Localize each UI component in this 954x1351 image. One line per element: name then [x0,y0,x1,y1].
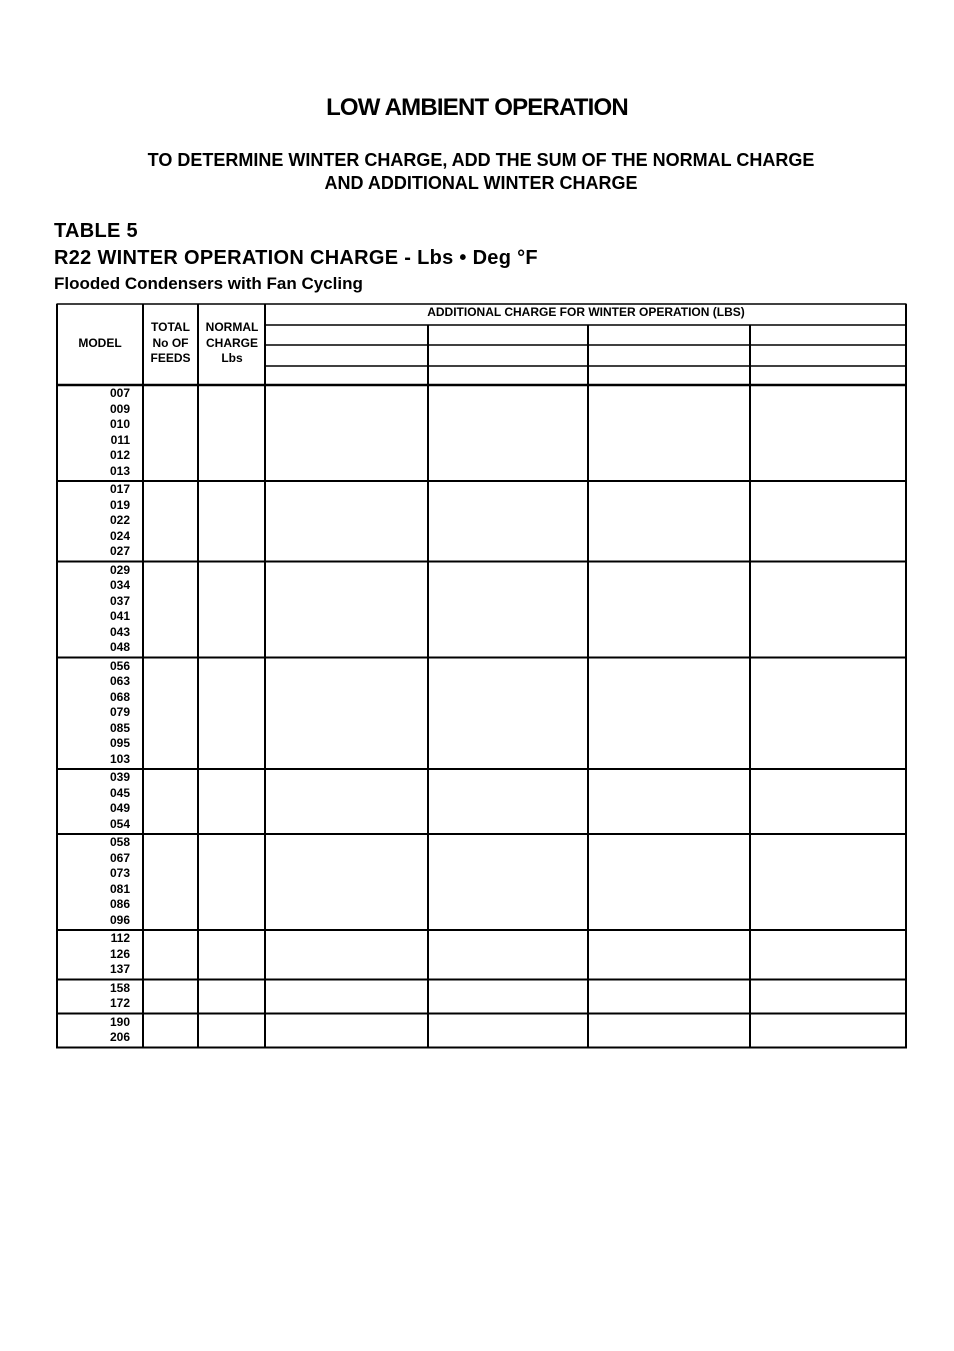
model-number: 012 [109,448,130,462]
model-number: 126 [109,946,130,961]
model-number: 011 [110,432,130,447]
model-number: 048 [109,640,130,654]
model-number: 029 [109,562,130,577]
model-number: 056 [109,658,130,673]
model-number: 007 [109,386,130,400]
model-number: 058 [109,835,130,849]
model-number: 045 [109,785,130,800]
model-number: 039 [109,770,130,784]
model-number: 027 [109,544,130,558]
model-number: 024 [109,528,130,543]
header-feeds-line-2: No OF [152,335,189,350]
table-description: Flooded Condensers with Fan Cycling [54,274,363,293]
model-number: 009 [109,401,130,416]
page-title: LOW AMBIENT OPERATION [326,94,628,121]
model-number: 068 [109,689,130,704]
header-additional-label: ADDITIONAL CHARGE FOR WINTER OPERATION (LBS) [427,305,745,319]
model-group [100,482,130,560]
header-additional-charge [266,305,906,321]
model-number: 079 [109,705,130,719]
model-number: 103 [109,751,130,766]
table-name: R22 WINTER OPERATION CHARGE - Lbs • Deg °F [54,247,538,269]
model-number: 096 [109,912,130,927]
model-number: 034 [109,578,130,592]
header-charge-line-1: NORMAL [205,320,259,334]
header-model [58,336,142,352]
model-number: 095 [109,736,130,750]
model-number: 010 [109,417,130,431]
header-charge-line-3: Lbs [221,351,243,365]
model-number: 206 [109,1030,130,1044]
header-feeds-line-1: TOTAL [151,320,190,334]
model-group [100,770,130,832]
header-normal-charge [199,320,265,367]
model-group [100,931,130,978]
model-group [100,386,130,479]
header-feeds [143,320,198,367]
header-charge-line-2: CHARGE [205,335,258,350]
header-feeds-line-3: FEEDS [150,351,191,365]
model-number: 054 [109,816,130,831]
model-number: 085 [109,720,130,735]
model-number: 043 [109,624,130,639]
model-number: 086 [109,897,130,911]
subtitle-line-1: TO DETERMINE WINTER CHARGE, ADD THE SUM OF THE NORMAL CHARGE [147,150,815,170]
model-number: 017 [109,482,130,496]
model-group [100,981,130,1012]
model-number: 190 [109,1014,130,1029]
model-number: 081 [109,881,130,896]
model-group [100,1015,130,1046]
model-number: 073 [109,866,130,880]
model-number: 158 [109,980,130,995]
model-number: 013 [109,463,130,478]
model-number: 019 [109,497,130,512]
model-number: 112 [110,931,130,945]
model-number: 067 [109,850,130,865]
model-number: 049 [109,801,130,815]
model-group [100,659,130,768]
model-group [100,835,130,928]
model-number: 137 [109,962,130,976]
subtitle-line-2: AND ADDITIONAL WINTER CHARGE [324,173,638,193]
model-number: 037 [109,593,130,608]
model-number: 172 [109,996,130,1010]
model-number: 063 [109,674,130,688]
model-group [100,563,130,656]
table-label: TABLE 5 [54,220,138,242]
model-number: 022 [109,513,130,527]
model-number: 041 [109,609,130,623]
header-model-label: MODEL [78,336,122,350]
